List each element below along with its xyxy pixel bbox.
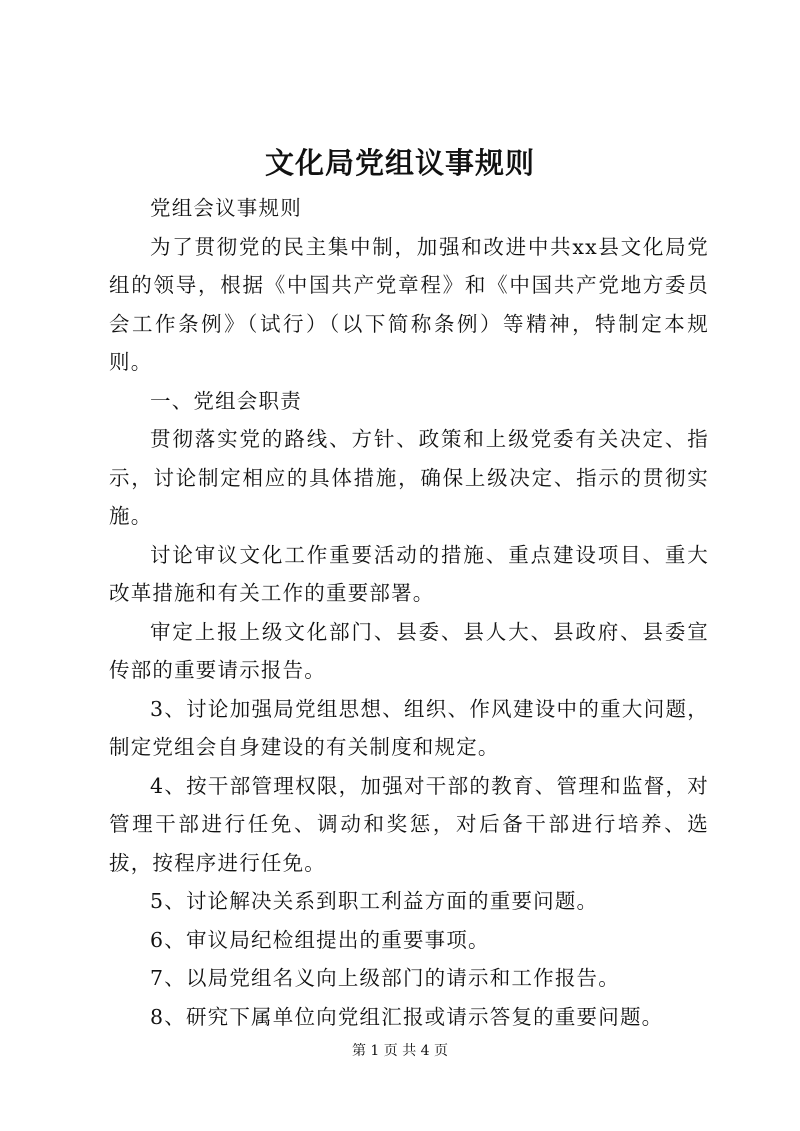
paragraph-duty-2b: 审定上报上级文化部门、县委、县人大、县政府、县委宣传部的重要请示报告。 <box>109 619 709 682</box>
paragraph-duty-2: 讨论审议文化工作重要活动的措施、重点建设项目、重大改革措施和有关工作的重要部署。 <box>109 542 709 605</box>
paragraph-duty-6: 6、审议局纪检组提出的重要事项。 <box>150 927 490 952</box>
paragraph-duty-7: 7、以局党组名义向上级部门的请示和工作报告。 <box>150 966 620 990</box>
document-body <box>109 189 709 1036</box>
document-title: 文化局党组议事规则 <box>264 146 535 180</box>
paragraph-duty-1: 贯彻落实党的路线、方针、政策和上级党委有关决定、指示，讨论制定相应的具体措施，确保上级决定、指示的贯彻实施。 <box>109 427 709 528</box>
paragraph-subtitle: 党组会议事规则 <box>150 196 302 220</box>
paragraph-duty-5: 5、讨论解决关系到职工利益方面的重要问题。 <box>150 889 599 913</box>
paragraph-duty-8: 8、研究下属单位向党组汇报或请示答复的重要问题。 <box>150 1004 664 1029</box>
paragraph-duty-3: 3、讨论加强局党组思想、组织、作风建设中的重大问题，制定党组会自身建设的有关制度和规定。 <box>109 696 709 759</box>
section-heading-duties: 一、党组会职责 <box>150 388 302 413</box>
page-number-footer: 第 1 页 共 4 页 <box>351 1043 449 1059</box>
paragraph-preamble: 为了贯彻党的民主集中制，加强和改进中共xx县文化局党组的领导，根据《中国共产党章程》和《中国共产党地方委员会工作条例》（试行）（以下简称条例）等精神，特制定本规则。 <box>109 234 709 374</box>
paragraph-duty-4: 4、按干部管理权限，加强对干部的教育、管理和监督，对管理干部进行任免、调动和奖惩，对后备干部进行培养、选拔，按程序进行任免。 <box>109 773 709 875</box>
